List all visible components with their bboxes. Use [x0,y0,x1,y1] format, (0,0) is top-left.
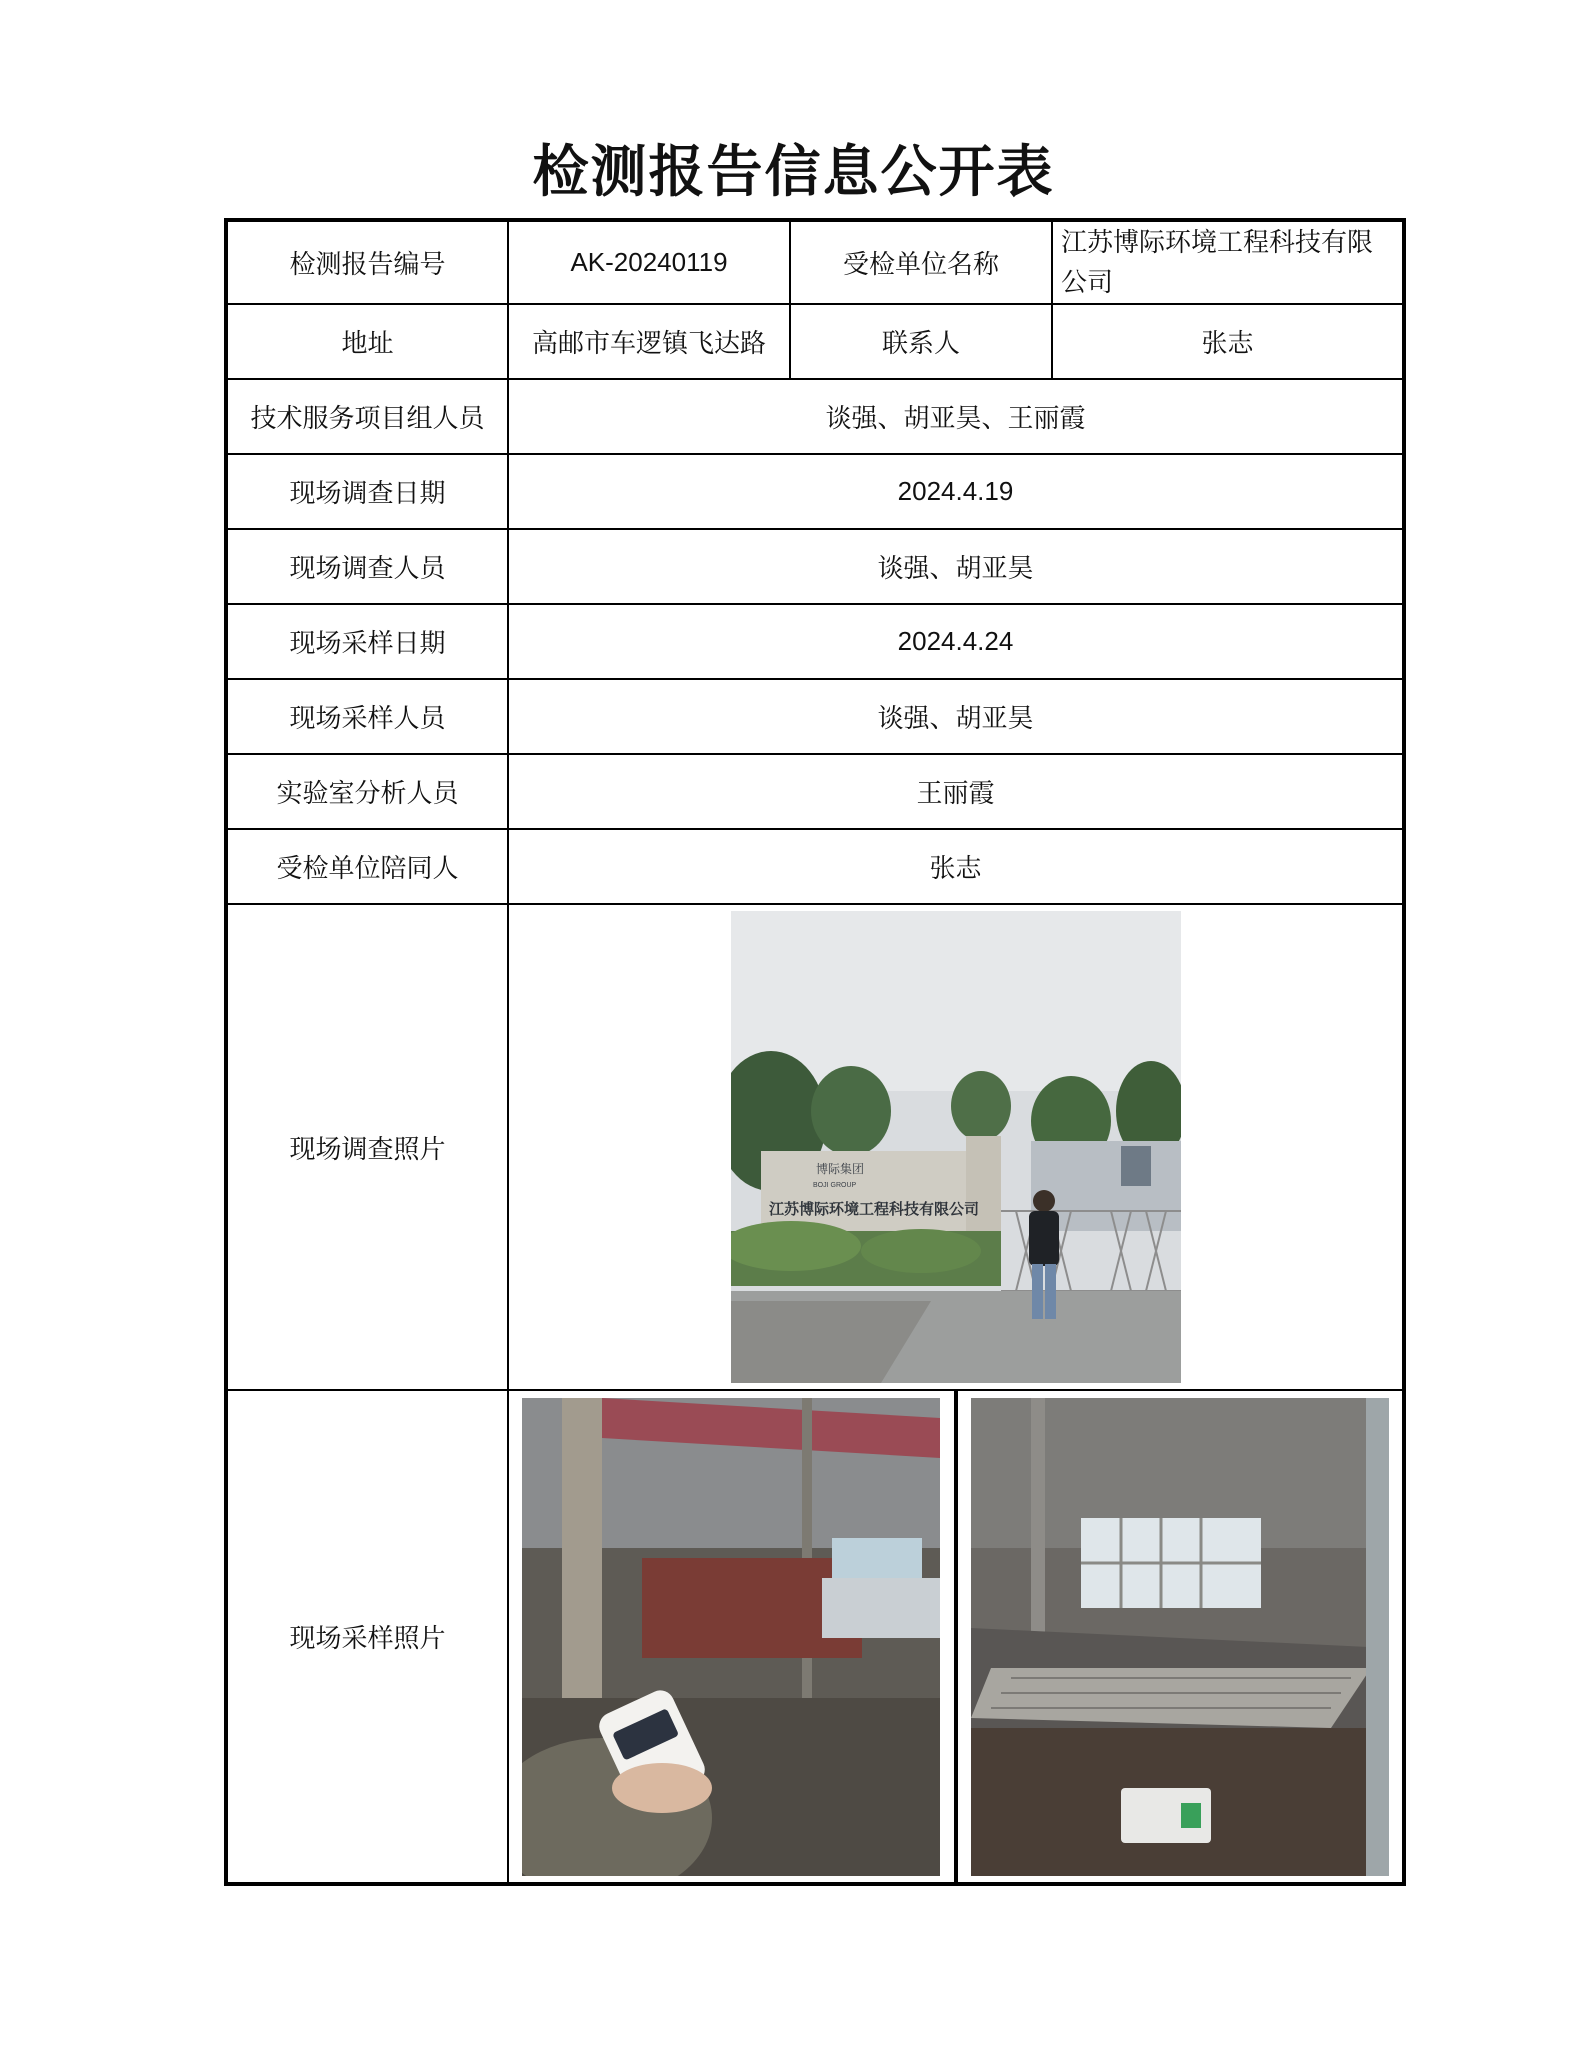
sampling-photo-right [971,1398,1389,1876]
table-row [226,604,1404,679]
team-label: 技术服务项目组人员 [226,379,508,454]
lab-staff-label: 实验室分析人员 [226,754,508,829]
page-title: 检测报告信息公开表 [532,139,1055,205]
survey-photo-label: 现场调查照片 [226,904,508,1390]
survey-staff-label: 现场调查人员 [226,529,508,604]
survey-date-value: 2024.4.19 [508,454,1404,529]
table-row [226,304,1404,379]
sampling-photo-pair [509,1391,1402,1882]
table-row [226,904,1404,1390]
sampling-date-label: 现场采样日期 [226,604,508,679]
survey-staff-value: 谈强、胡亚昊 [508,529,1404,604]
escort-value: 张志 [508,829,1404,904]
survey-photo [731,911,1181,1383]
contact-value: 张志 [1052,304,1404,379]
sampling-staff-value: 谈强、胡亚昊 [508,679,1404,754]
report-no-label: 检测报告编号 [226,220,508,304]
address-value: 高邮市车逻镇飞达路 [508,304,790,379]
contact-label: 联系人 [790,304,1052,379]
sampling-photo-cell [508,1390,1404,1884]
survey-date-label: 现场调查日期 [226,454,508,529]
report-no-value: AK-20240119 [508,220,790,304]
svg-text:BOJI GROUP: BOJI GROUP [812,1182,856,1189]
sampling-photo-left [522,1398,940,1876]
table-row [226,529,1404,604]
table-row [226,679,1404,754]
lab-staff-value: 王丽霞 [508,754,1404,829]
sampling-photo-label: 现场采样照片 [226,1390,508,1884]
table-row [226,379,1404,454]
report-table [224,218,1406,1886]
sampling-date-value: 2024.4.24 [508,604,1404,679]
sampling-photo-left-frame [509,1391,954,1882]
table-row [226,829,1404,904]
gate-sign-text: 江苏博际环境工程科技有限公司 [768,1200,979,1218]
unit-name-label: 受检单位名称 [790,220,1052,304]
table-row [226,1390,1404,1884]
table-row [226,454,1404,529]
svg-text:博际集团: 博际集团 [815,1162,864,1176]
unit-name-value: 江苏博际环境工程科技有限公司 [1052,220,1404,304]
team-value: 谈强、胡亚昊、王丽霞 [508,379,1404,454]
escort-label: 受检单位陪同人 [226,829,508,904]
sampling-staff-label: 现场采样人员 [226,679,508,754]
address-label: 地址 [226,304,508,379]
sampling-photo-right-frame [954,1391,1403,1882]
survey-photo-cell [508,904,1404,1390]
table-row [226,220,1404,304]
table-row [226,754,1404,829]
